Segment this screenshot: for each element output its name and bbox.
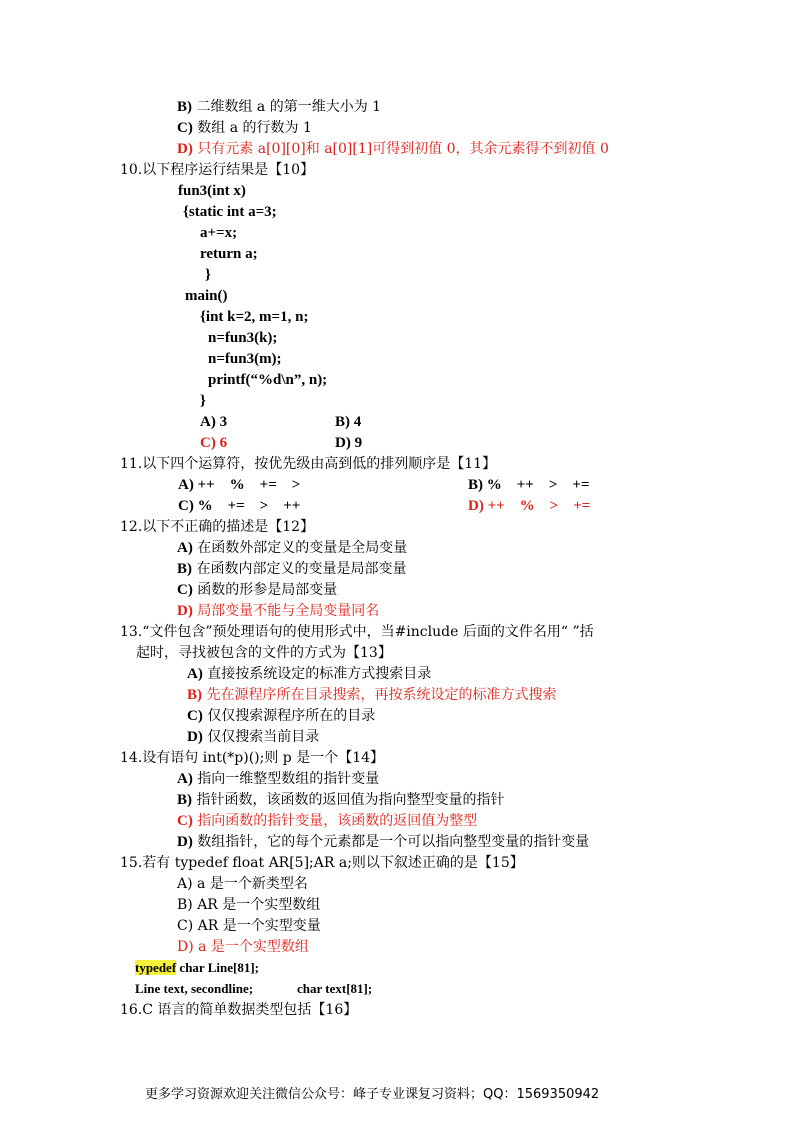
q14-option-a: A) 指向一维整型数组的指针变量: [177, 771, 380, 787]
q10-code-line: }: [205, 267, 211, 283]
q11-stem: 11.以下四个运算符，按优先级由高到低的排列顺序是【11】: [120, 456, 497, 472]
q10-code-line: {int k=2, m=1, n;: [200, 309, 309, 325]
q14-option-d: D) 数组指针，它的每个元素都是一个可以指向整型变量的指针变量: [177, 834, 590, 850]
q10-code-line: {static int a=3;: [183, 204, 277, 220]
q14-option-b: B) 指针函数，该函数的返回值为指向整型变量的指针: [177, 792, 505, 808]
q10-code-line: a+=x;: [200, 225, 238, 241]
q10-option-c-answer: C) 6: [200, 435, 228, 451]
q10-code-line: n=fun3(k);: [208, 330, 278, 346]
q11-option-a: A) ++ % += >: [178, 477, 301, 493]
q10-code-line: return a;: [200, 246, 258, 262]
q11-option-b: B) % ++ > +=: [468, 477, 590, 493]
q9-option-c: C) 数组 a 的行数为 1: [177, 120, 312, 136]
q12-option-c: C) 函数的形参是局部变量: [177, 582, 338, 598]
q13-option-a: A) 直接按系统设定的标准方式搜索目录: [187, 666, 432, 682]
q9-option-d-answer: D) 只有元素 a[0][0]和 a[0][1]可得到初值 0，其余元素得不到初值 0: [177, 141, 609, 157]
q13-stem: 13.“文件包含”预处理语句的使用形式中，当#include 后面的文件名用“ ”括: [120, 624, 594, 640]
q10-code-line: printf(“%d\n”, n);: [208, 372, 328, 388]
q15-option-b: B) AR 是一个实型数组: [177, 897, 321, 913]
q10-code-line: n=fun3(m);: [208, 351, 282, 367]
typedef-usage-right: char text[81];: [297, 981, 373, 996]
q15-option-c: C) AR 是一个实型变量: [177, 918, 321, 934]
q14-stem: 14.设有语句 int(*p)();则 p 是一个【14】: [120, 750, 385, 766]
q10-code-line: }: [200, 393, 206, 409]
typedef-usage-left: Line text, secondline;: [135, 981, 254, 996]
q12-option-a: A) 在函数外部定义的变量是全局变量: [177, 540, 408, 556]
q12-option-b: B) 在函数内部定义的变量是局部变量: [177, 561, 407, 577]
q16-stem: 16.C 语言的简单数据类型包括【16】: [120, 1002, 358, 1018]
q13-option-c: C) 仅仅搜索源程序所在的目录: [187, 708, 376, 724]
q10-option-d: D) 9: [335, 435, 363, 451]
typedef-keyword-highlight: typedef: [135, 960, 177, 975]
q10-code-line: main(): [185, 288, 228, 304]
q12-stem: 12.以下不正确的描述是【12】: [120, 519, 315, 535]
q13-stem-cont: 起时，寻找被包含的文件的方式为【13】: [136, 645, 392, 661]
q9-option-b: B) 二维数组 a 的第一维大小为 1: [177, 99, 382, 115]
q10-option-a: A) 3: [200, 414, 228, 430]
q10-option-b: B) 4: [335, 414, 362, 430]
q11-option-d-answer: D) ++ % > +=: [468, 498, 591, 514]
q10-stem: 10.以下程序运行结果是【10】: [120, 162, 315, 178]
typedef-example: typedef char Line[81];: [135, 960, 259, 975]
q10-code-line: fun3(int x): [178, 183, 246, 199]
q14-option-c-answer: C) 指向函数的指针变量，该函数的返回值为整型: [177, 813, 478, 829]
q15-stem: 15.若有 typedef float AR[5];AR a;则以下叙述正确的是【15】: [120, 855, 524, 871]
q13-option-b-answer: B) 先在源程序所在目录搜索，再按系统设定的标准方式搜索: [187, 687, 557, 703]
q15-option-d-answer: D) a 是一个实型数组: [177, 939, 309, 955]
page-footer: 更多学习资源欢迎关注微信公众号：峰子专业课复习资料；QQ：1569350942: [145, 1087, 600, 1102]
q12-option-d-answer: D) 局部变量不能与全局变量同名: [177, 603, 380, 619]
q13-option-d: D) 仅仅搜索当前目录: [187, 729, 320, 745]
q15-option-a: A) a 是一个新类型名: [177, 876, 308, 892]
q11-option-c: C) % += > ++: [178, 498, 301, 514]
